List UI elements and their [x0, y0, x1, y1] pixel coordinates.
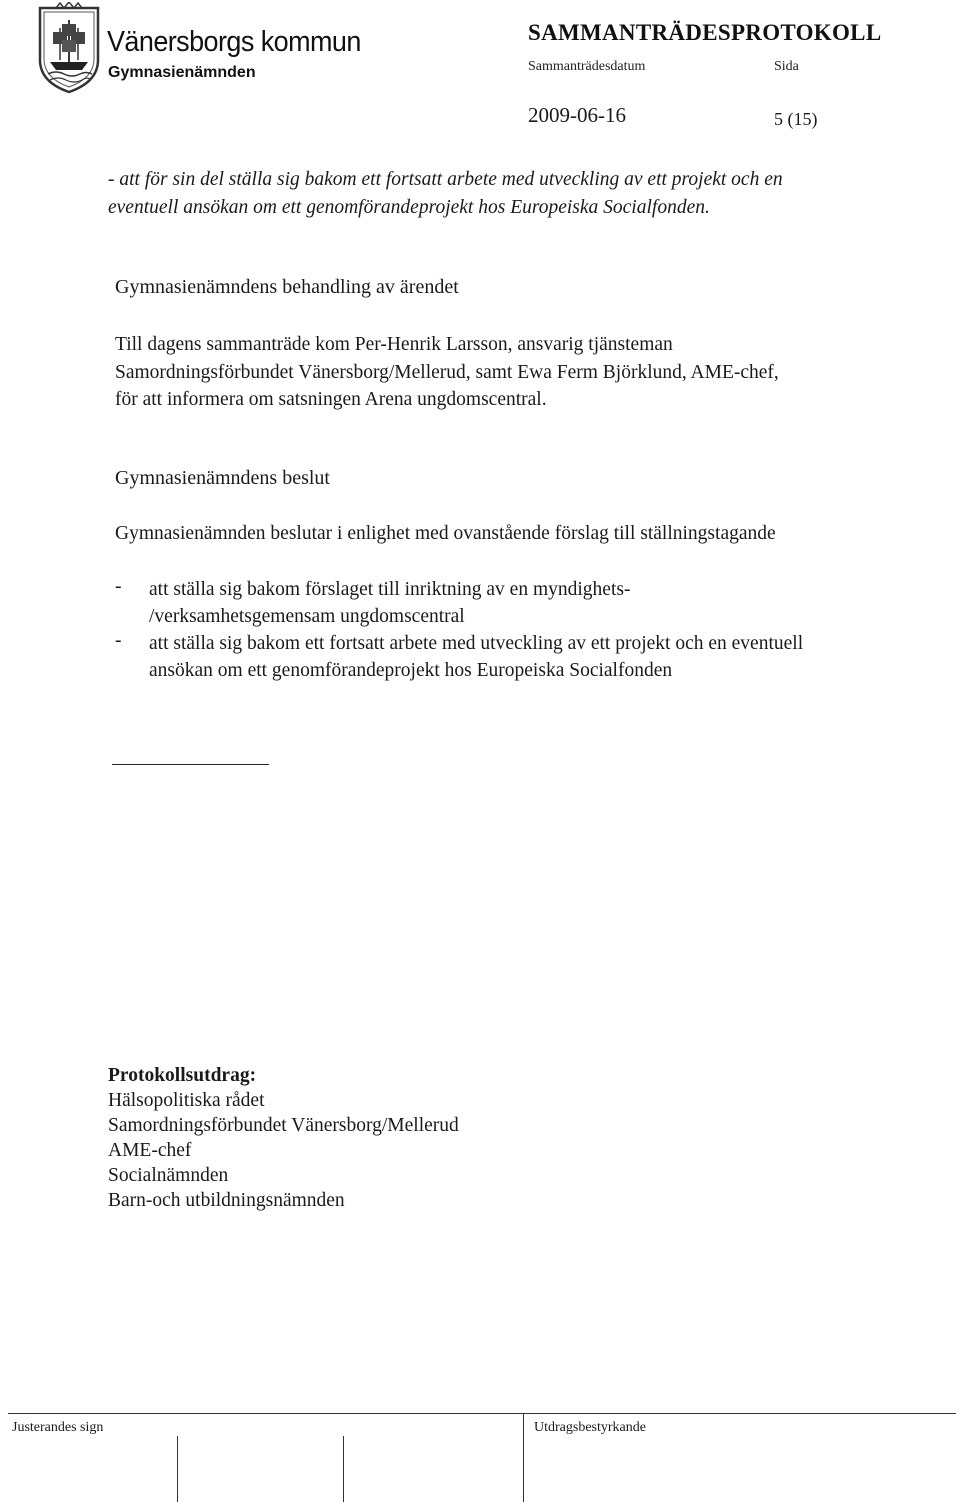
meeting-date: 2009-06-16	[528, 103, 626, 127]
decision-item-1-dash: -	[115, 576, 122, 597]
treatment-line-1: Till dagens sammanträde kom Per-Henrik Larsson, ansvarig tjänsteman	[115, 334, 673, 355]
decision-item-2-dash: -	[115, 630, 122, 651]
intro-line-2: eventuell ansökan om ett genomförandeprojekt hos Europeiska Socialfonden.	[108, 197, 710, 218]
decision-item-2-line-1: att ställa sig bakom ett fortsatt arbete med utveckling av ett projekt och en eventuell	[149, 633, 804, 654]
municipality-name: Vänersborgs kommun	[107, 26, 361, 58]
separator-line	[112, 764, 269, 765]
page-label: Sida	[774, 59, 799, 74]
page-number: 5 (15)	[774, 109, 818, 129]
signature-box-divider	[343, 1436, 344, 1502]
decision-item-1-line-1: att ställa sig bakom förslaget till inriktning av en myndighets-	[149, 579, 631, 600]
decision-item-1-line-2: /verksamhetsgemensam ungdomscentral	[149, 606, 465, 627]
signature-box-divider	[523, 1413, 524, 1502]
justerandes-sign-label: Justerandes sign	[12, 1420, 104, 1435]
decision-item-2-line-2: ansökan om ett genomförandeprojekt hos Europeiska Socialfonden	[149, 660, 673, 681]
treatment-line-2: Samordningsförbundet Vänersborg/Mellerud, samt Ewa Ferm Björklund, AME-chef,	[115, 362, 779, 383]
signature-box-divider	[177, 1436, 178, 1502]
footer-rule	[8, 1413, 956, 1414]
date-label: Sammanträdesdatum	[528, 59, 646, 74]
decision-lead: Gymnasienämnden beslutar i enlighet med ovanstående förslag till ställningstagande	[115, 523, 776, 544]
municipal-crest-icon	[36, 2, 102, 94]
treatment-line-3: för att informera om satsningen Arena ungdomscentral.	[115, 389, 547, 410]
utdragsbestyrkande-label: Utdragsbestyrkande	[534, 1420, 646, 1435]
document-title: SAMMANTRÄDESPROTOKOLL	[528, 20, 882, 45]
committee-name: Gymnasienämnden	[108, 64, 256, 81]
distribution-recipient: AME-chef	[108, 1140, 192, 1161]
distribution-recipient: Samordningsförbundet Vänersborg/Mellerud	[108, 1115, 459, 1136]
treatment-heading: Gymnasienämndens behandling av ärendet	[115, 276, 459, 298]
distribution-heading: Protokollsutdrag:	[108, 1065, 257, 1086]
decision-heading: Gymnasienämndens beslut	[115, 467, 330, 489]
distribution-recipient: Barn-och utbildningsnämnden	[108, 1190, 345, 1211]
intro-line-1: - att för sin del ställa sig bakom ett fortsatt arbete med utveckling av ett projekt och en	[108, 169, 783, 190]
distribution-recipient: Hälsopolitiska rådet	[108, 1090, 265, 1111]
distribution-recipient: Socialnämnden	[108, 1165, 229, 1186]
